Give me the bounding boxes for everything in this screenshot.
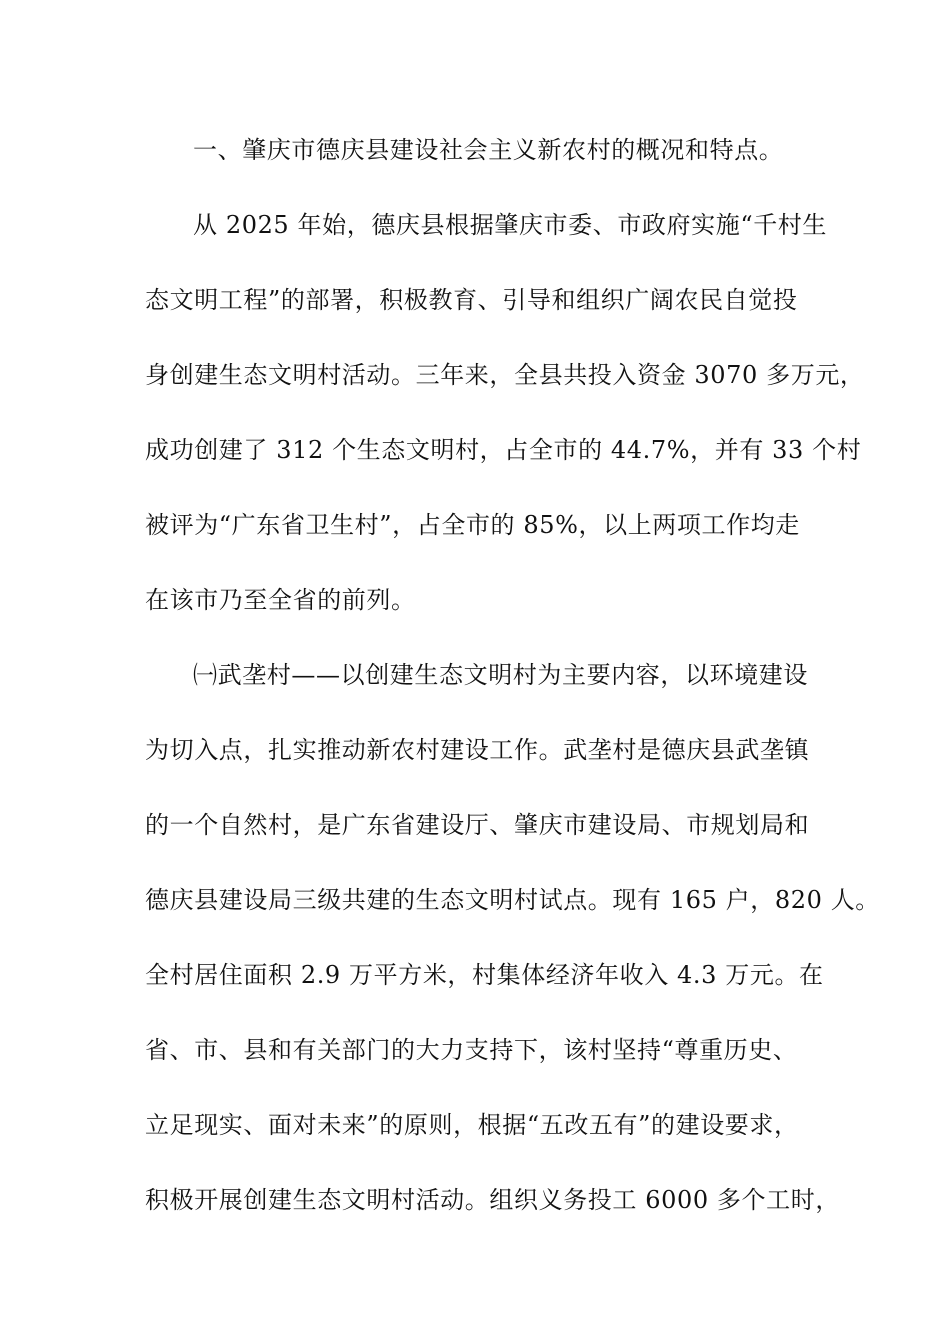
paragraph-line: ㈠武垄村——以创建生态文明村为主要内容，以环境建设 (193, 661, 808, 689)
paragraph-line: 全村居住面积 2.9 万平方米，村集体经济年收入 4.3 万元。在 (145, 961, 824, 989)
paragraph-line: 德庆县建设局三级共建的生态文明村试点。现有 165 户，820 人。 (145, 886, 880, 914)
paragraph-line: 从 2025 年始，德庆县根据肇庆市委、市政府实施“千村生 (193, 211, 828, 239)
paragraph-line: 积极开展创建生态文明村活动。组织义务投工 6000 多个工时， (145, 1186, 840, 1214)
paragraph-line: 省、市、县和有关部门的大力支持下，该村坚持“尊重历史、 (145, 1036, 798, 1064)
paragraph-line: 在该市乃至全省的前列。 (145, 586, 416, 614)
paragraph-line: 态文明工程”的部署，积极教育、引导和组织广阔农民自觉投 (145, 286, 798, 314)
paragraph-line: 立足现实、面对未来”的原则，根据“五改五有”的建设要求， (145, 1111, 799, 1139)
paragraph-line: 身创建生态文明村活动。三年来，全县共投入资金 3070 多万元， (145, 361, 865, 389)
paragraph-line: 成功创建了 312 个生态文明村，占全市的 44.7%，并有 33 个村 (145, 436, 862, 464)
paragraph-line: 为切入点，扎实推动新农村建设工作。武垄村是德庆县武垄镇 (145, 736, 810, 764)
paragraph-line: 被评为“广东省卫生村”，占全市的 85%，以上两项工作均走 (145, 511, 800, 539)
paragraph-line: 的一个自然村，是广东省建设厅、肇庆市建设局、市规划局和 (145, 811, 810, 839)
section-heading: 一、肇庆市德庆县建设社会主义新农村的概况和特点。 (193, 136, 784, 164)
